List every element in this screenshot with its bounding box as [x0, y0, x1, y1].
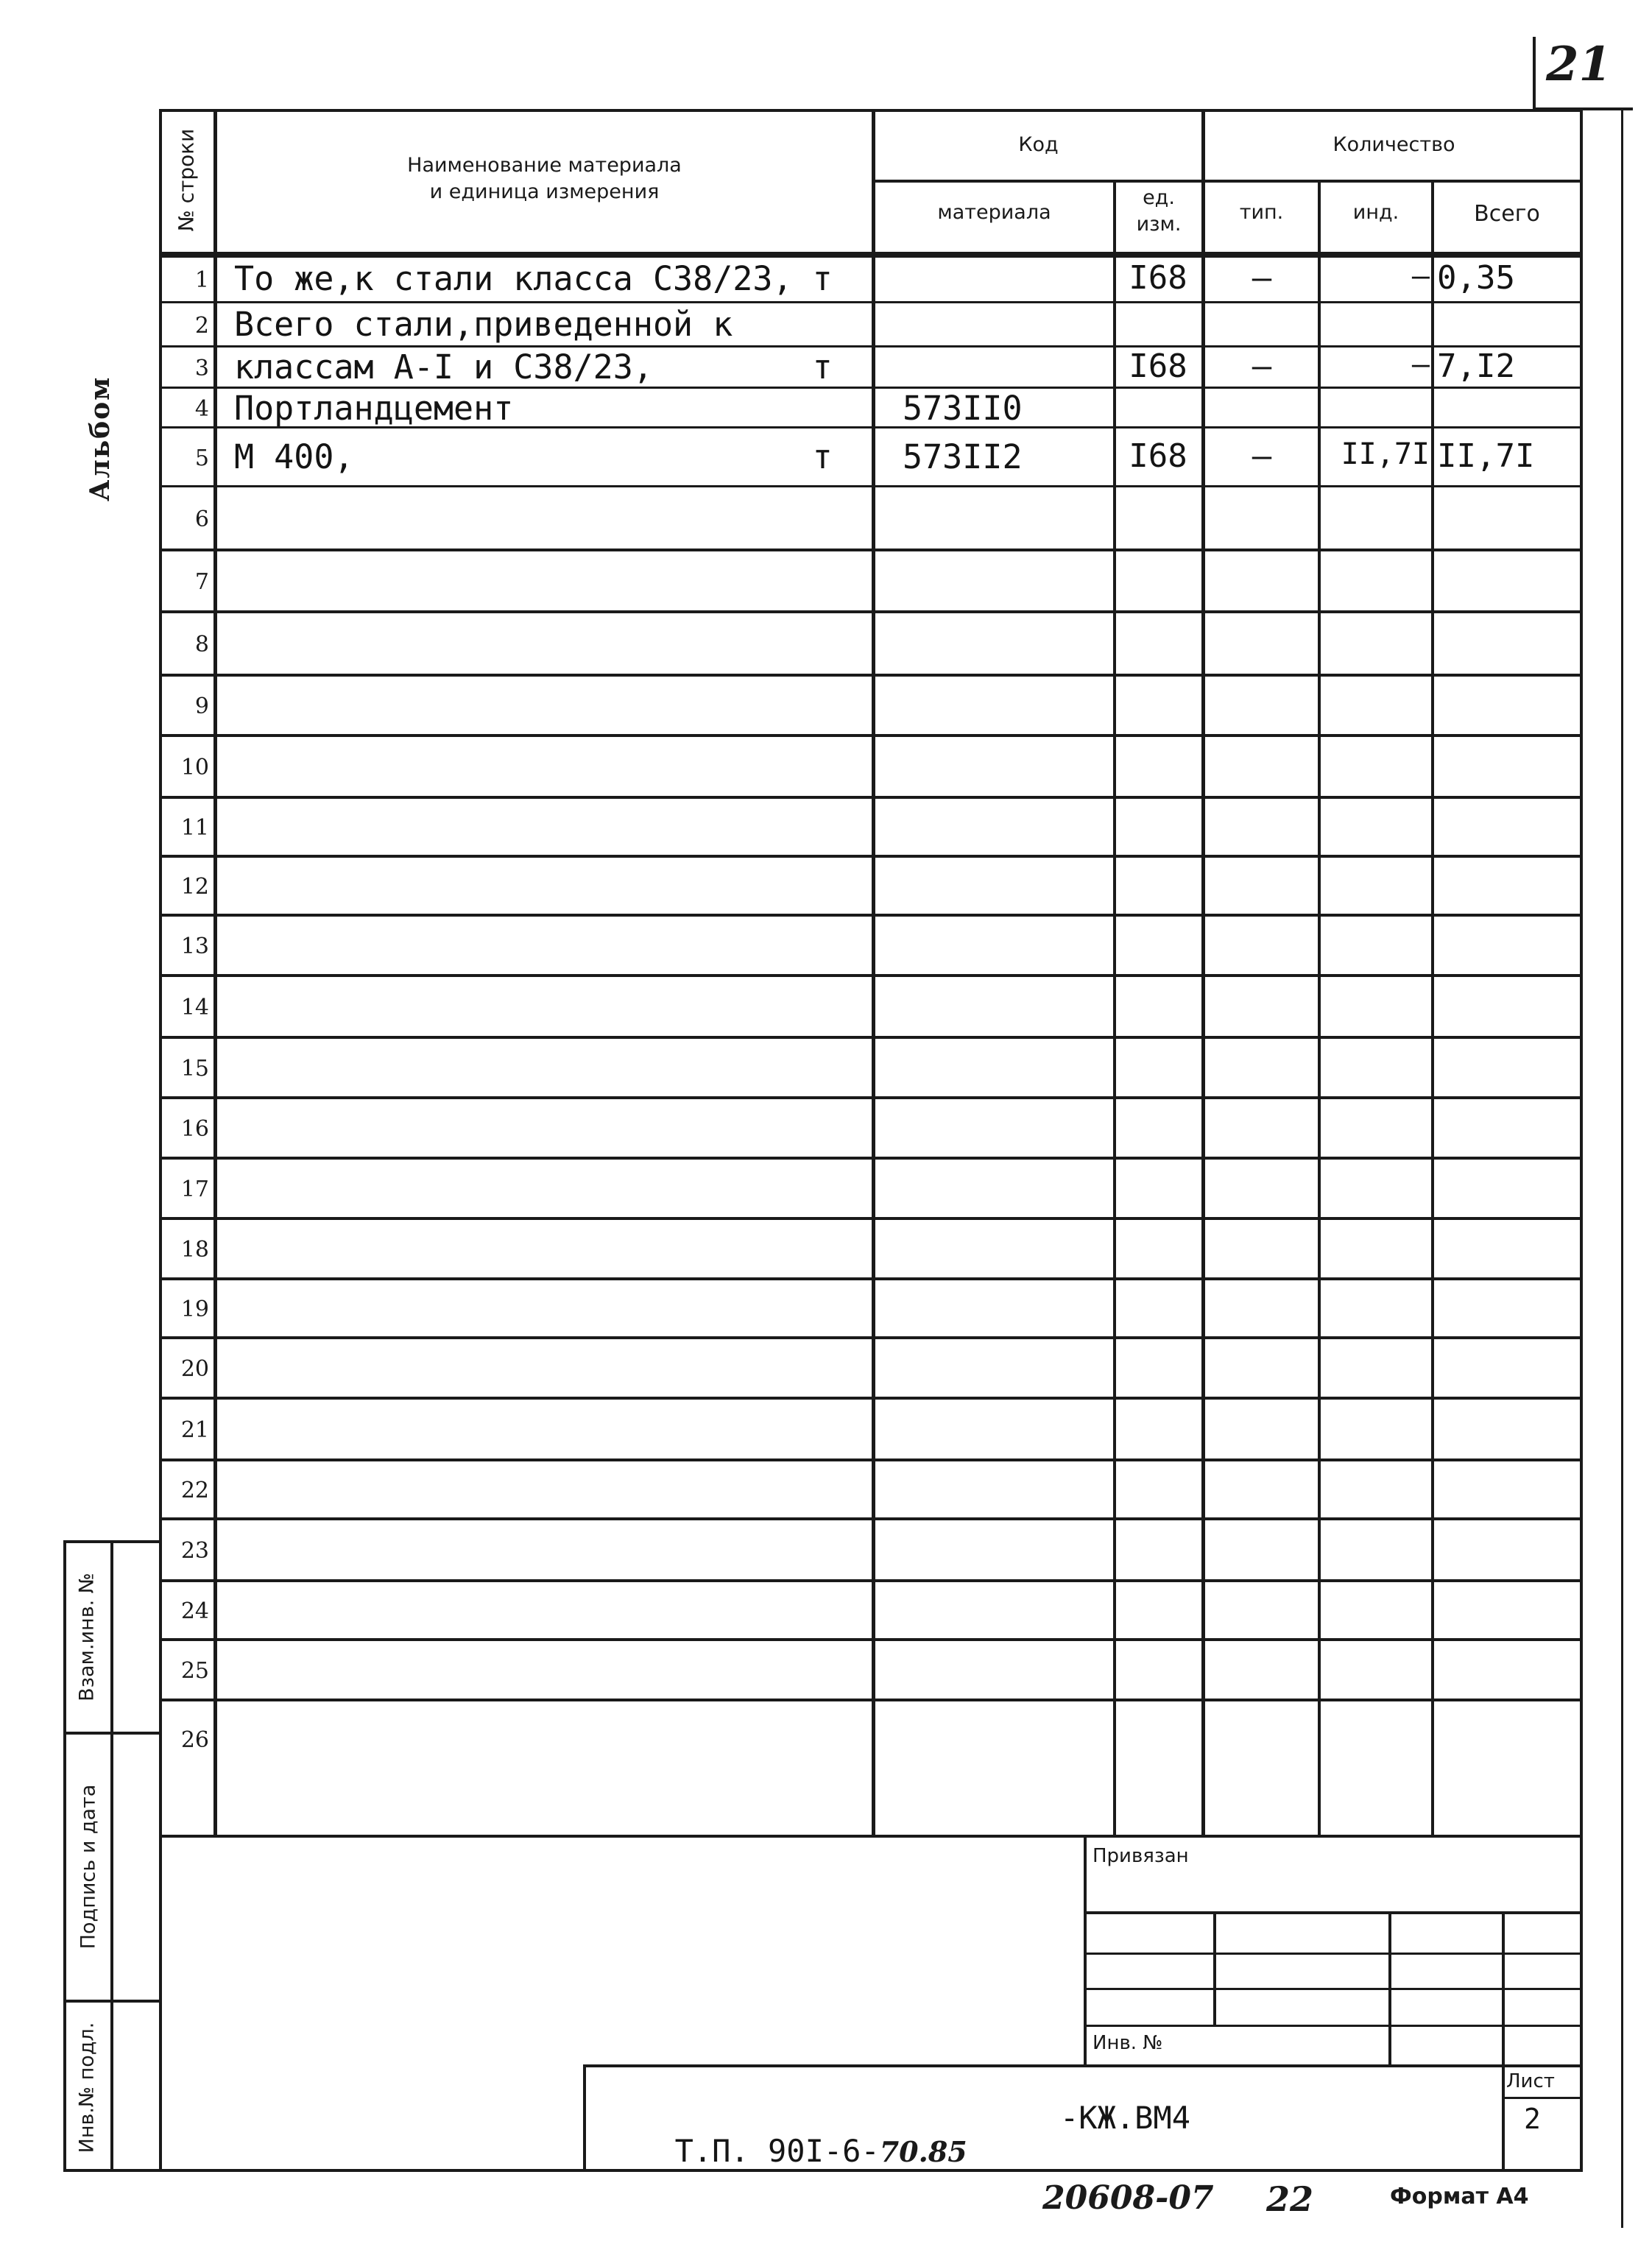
- row-number: 1: [194, 267, 209, 293]
- row-number: 6: [194, 507, 209, 532]
- row-number: 2: [194, 313, 209, 339]
- table-row: [0, 1338, 1652, 1399]
- sheet-label: Лист: [1506, 2070, 1555, 2092]
- table-row: [0, 1399, 1652, 1461]
- sheet-box-line: [1502, 2097, 1583, 2099]
- table-row: [0, 676, 1652, 736]
- frame-bottom-line: [159, 2169, 1583, 2172]
- header-name-line1: Наименование материала: [407, 154, 682, 177]
- table-row: [0, 1159, 1652, 1219]
- cell-total: 7,I2: [1437, 348, 1515, 385]
- cell-mat: 573II0: [903, 389, 1023, 428]
- side-stamp-col: [110, 1540, 113, 2172]
- table-row: [0, 916, 1652, 976]
- cell-name: классам A-I и С38/23, т: [234, 348, 833, 387]
- table-row: [0, 1280, 1652, 1338]
- doc-code-hand: 70.85: [879, 2135, 967, 2168]
- cell-total: 0,35: [1437, 259, 1515, 297]
- row-number: 10: [180, 755, 209, 780]
- format-label: Формат А4: [1390, 2184, 1529, 2209]
- row-number: 13: [180, 934, 209, 959]
- cell-unit: I68: [1129, 437, 1187, 475]
- stamp-sign-date: Подпись и дата: [77, 1784, 100, 1950]
- doc-code: [638, 2097, 967, 2169]
- cell-mat: 573II2: [903, 437, 1023, 476]
- doc-code-right: -КЖ.ВМ4: [1060, 2100, 1191, 2136]
- inv-no-label: Инв. №: [1092, 2032, 1163, 2054]
- cell-unit: I68: [1129, 259, 1187, 297]
- title-block-left-line: [1084, 1838, 1087, 2066]
- stamp-inv-orig: Инв.№ подл.: [75, 2022, 99, 2154]
- row-number: 24: [180, 1598, 209, 1624]
- title-block-v2: [1388, 1911, 1391, 2066]
- cell-typ: –: [1252, 437, 1272, 475]
- table-row: [0, 976, 1652, 1038]
- row-number: 19: [180, 1297, 209, 1322]
- page-number-box: [1533, 37, 1633, 110]
- header-ind: инд.: [1352, 201, 1399, 224]
- doc-code-left: Т.П. 90І-6-: [674, 2133, 880, 2169]
- table-row: [0, 348, 1652, 389]
- row-number: 9: [194, 694, 209, 719]
- header-unit-2: изм.: [1136, 213, 1182, 236]
- doc-box: [583, 2064, 1583, 2067]
- table-row: [0, 389, 1652, 428]
- row-number: 8: [194, 632, 209, 657]
- header-quantity: Количество: [1332, 133, 1455, 156]
- album-label: Альбом: [85, 375, 116, 501]
- table-row: [0, 1038, 1652, 1098]
- row-number: 20: [180, 1356, 209, 1382]
- title-block-line-2: [1084, 1953, 1583, 1955]
- row-number: 21: [180, 1417, 209, 1443]
- table-row: [0, 487, 1652, 551]
- cell-unit: I68: [1129, 348, 1187, 385]
- table-row: [0, 1581, 1652, 1640]
- row-number: 14: [180, 995, 209, 1020]
- header-mid-line: [872, 180, 1583, 183]
- header-typ: тип.: [1239, 201, 1284, 224]
- order-number: 20608-07: [1042, 2179, 1214, 2217]
- attached-label: Привязан: [1092, 1845, 1189, 1867]
- table-row: [0, 1701, 1652, 1779]
- row-number: 7: [194, 569, 209, 595]
- row-number: 11: [180, 815, 209, 841]
- cell-typ: –: [1252, 348, 1272, 385]
- header-material: материала: [937, 201, 1051, 224]
- table-row: [0, 1098, 1652, 1159]
- table-row: [0, 1640, 1652, 1701]
- cell-typ: –: [1252, 259, 1272, 297]
- row-number: 15: [180, 1056, 209, 1082]
- row-number: 25: [180, 1658, 209, 1684]
- row-number: 18: [180, 1237, 209, 1263]
- header-total: Всего: [1474, 201, 1540, 227]
- sheet-number: 2: [1524, 2103, 1541, 2135]
- page-number: 21: [1546, 37, 1612, 92]
- header-code: Код: [1018, 133, 1059, 156]
- cell-ind: –: [1411, 259, 1430, 293]
- table-row: [0, 303, 1652, 348]
- title-block-line-1: [1084, 1911, 1583, 1914]
- stamp-replace-inv: Взам.инв. №: [75, 1573, 99, 1701]
- row-number: 22: [180, 1478, 209, 1503]
- copy-number: 22: [1266, 2179, 1314, 2219]
- row-number: 12: [180, 874, 209, 900]
- table-row: [0, 736, 1652, 798]
- row-number: 3: [194, 356, 209, 381]
- row-number: 17: [180, 1177, 209, 1202]
- title-block-v1: [1213, 1911, 1216, 2025]
- header-unit-1: ед.: [1143, 186, 1175, 209]
- cell-ind: –: [1411, 348, 1430, 381]
- header-row-no: № строки: [174, 128, 199, 232]
- table-row: [0, 428, 1652, 487]
- table-row: [0, 1461, 1652, 1520]
- table-row: [0, 1219, 1652, 1280]
- title-block-v3: [1502, 1911, 1505, 2169]
- header-name-line2: и единица измерения: [429, 180, 660, 203]
- table-row: [0, 798, 1652, 857]
- cell-name: Портландцемент: [234, 389, 514, 428]
- row-number: 26: [180, 1727, 209, 1753]
- row-number: 5: [194, 445, 209, 471]
- table-row: [0, 613, 1652, 676]
- doc-box-left: [583, 2064, 586, 2172]
- table-row: [0, 1520, 1652, 1581]
- table-row: [0, 857, 1652, 916]
- row-number: 23: [180, 1538, 209, 1564]
- title-block-line-3: [1084, 1988, 1583, 1990]
- frame-right-line: [1580, 1833, 1583, 2172]
- table-row: [0, 256, 1652, 303]
- cell-name: М 400, т: [234, 437, 833, 476]
- table-row: [0, 551, 1652, 613]
- cell-name: Всего стали,приведенной к: [234, 305, 733, 344]
- row-number: 4: [194, 396, 209, 422]
- row-number: 16: [180, 1116, 209, 1142]
- title-block-line-4: [1084, 2025, 1583, 2027]
- cell-ind: II,7I: [1341, 437, 1430, 471]
- cell-total: II,7I: [1437, 437, 1535, 475]
- cell-name: То же,к стали класса С38/23, т: [234, 259, 833, 298]
